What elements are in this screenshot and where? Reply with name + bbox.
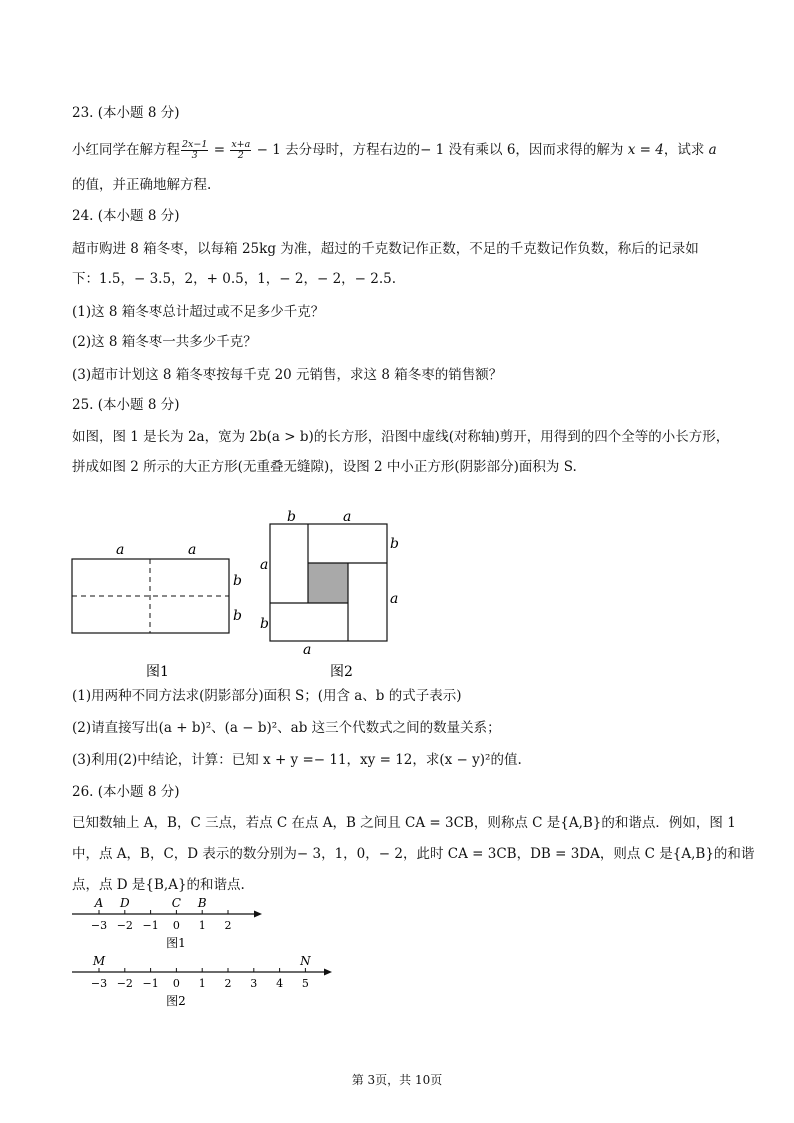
tick-label: 1 <box>198 919 206 932</box>
q23-line-2: 的值，并正确地解方程. <box>72 177 212 193</box>
axis-caption: 图1 <box>166 936 186 950</box>
shaded-square <box>308 563 348 603</box>
tick-label: 2 <box>224 977 232 990</box>
number-line-1 <box>0 890 794 950</box>
fig1-label-b2: b <box>233 608 242 624</box>
fig1-label-b1: b <box>233 573 242 589</box>
fraction-2: $\frac{x+a}{2}$ <box>231 139 251 161</box>
q25-header: 25. (本小题 8 分) <box>72 397 180 413</box>
q26-line-1: 已知数轴上 A，B，C 三点，若点 C 在点 A，B 之间且 CA = 3CB，则称点 C 是{A,B}的和谐点．例如，图 1 <box>72 815 736 831</box>
q23-header: 23. (本小题 8 分) <box>72 105 180 121</box>
fig2-label-a-bottom: a <box>303 642 312 658</box>
q25-sub-3: (3)利用(2)中结论，计算：已知 x + y =− 11，xy = 12，求(x − y)²的值. <box>72 752 522 768</box>
point-label-D: D <box>119 896 130 910</box>
q26-line-2: 中，点 A，B，C，D 表示的数分别为− 3，1，0，− 2，此时 CA = 3CB，DB = 3DA，则点 C 是{A,B}的和谐 <box>72 846 755 862</box>
page-footer: 第 3页，共 10页 <box>351 1073 443 1087</box>
tick-label: 1 <box>198 977 206 990</box>
q24-line-1: 超市购进 8 箱冬枣，以每箱 25kg 为准，超过的千克数记作正数，不足的千克数记作负数，称后的记录如 <box>72 241 699 257</box>
fig2-caption: 图2 <box>330 664 353 680</box>
point-label-M: M <box>92 954 106 968</box>
point-label-N: N <box>300 954 311 968</box>
tick-label: −3 <box>90 919 108 932</box>
tick-label: −1 <box>142 977 159 990</box>
q24-header: 24. (本小题 8 分) <box>72 208 180 224</box>
tick-label: 3 <box>250 977 258 990</box>
axis-caption: 图2 <box>166 994 186 1008</box>
q25-figures <box>0 500 794 700</box>
point-label-C: C <box>171 896 181 910</box>
tick-label: 5 <box>301 977 309 990</box>
fig2-label-b-top: b <box>287 509 296 525</box>
q26-header: 26. (本小题 8 分) <box>72 784 180 800</box>
tick-label: 0 <box>172 919 180 932</box>
q24-sub-3: (3)超市计划这 8 箱冬枣按每千克 20 元销售，求这 8 箱冬枣的销售额？ <box>72 367 503 383</box>
q25-sub-1: (1)用两种不同方法求(阴影部分)面积 S；(用含 a、b 的式子表示) <box>72 688 462 704</box>
fig2-label-a-top: a <box>343 509 352 525</box>
point-label-A: A <box>94 896 104 910</box>
fig1-label-a1: a <box>116 542 125 558</box>
q24-sub-1: (1)这 8 箱冬枣总计超过或不足多少千克？ <box>72 304 325 320</box>
tick-label: −2 <box>116 919 133 932</box>
q26-line-3: 点，点 D 是{B,A}的和谐点. <box>72 877 245 893</box>
q25-sub-2: (2)请直接写出(a + b)²、(a − b)²、ab 这三个代数式之间的数量关系； <box>72 720 501 736</box>
tick-label: −1 <box>142 919 159 932</box>
tick-label: −2 <box>116 977 133 990</box>
fig1-label-a2: a <box>188 542 197 558</box>
fig1-caption: 图1 <box>146 664 169 680</box>
fraction-1: $\frac{2x-1}{3}$ <box>182 139 208 161</box>
q25-line-2: 拼成如图 2 所示的大正方形(无重叠无缝隙)，设图 2 中小正方形(阴影部分)面积为 S. <box>72 459 577 475</box>
q23-line-1: 小红同学在解方程 $\frac{2x-1}{3}$ = $\frac{x+a}{2}$ − 1 去分母时，方程右边的− 1 没有乘以 6，因而求得的解为 x = 4，试求 a <box>72 139 717 161</box>
fig2-label-b-left: b <box>260 616 269 632</box>
tick-label: 2 <box>224 919 232 932</box>
q24-line-2: 下：1.5，− 3.5，2，+ 0.5，1，− 2，− 2，− 2.5. <box>72 271 397 287</box>
fig2-label-a-right: a <box>390 591 399 607</box>
tick-label: 4 <box>276 977 284 990</box>
point-label-B: B <box>197 896 207 910</box>
fig2-label-b-right: b <box>390 536 399 552</box>
axis-arrow <box>324 969 332 976</box>
number-line-2 <box>0 948 794 1008</box>
figure-2 <box>260 509 399 680</box>
tick-label: −3 <box>90 977 108 990</box>
tick-label: 0 <box>172 977 180 990</box>
figure-1 <box>72 542 242 680</box>
axis-arrow <box>254 911 262 918</box>
fig2-label-a-left: a <box>260 557 269 573</box>
q24-sub-2: (2)这 8 箱冬枣一共多少千克？ <box>72 334 257 350</box>
q25-line-1: 如图，图 1 是长为 2a，宽为 2b(a > b)的长方形，沿图中虚线(对称轴)剪开，用得到的四个全等的小长方形， <box>72 429 730 445</box>
